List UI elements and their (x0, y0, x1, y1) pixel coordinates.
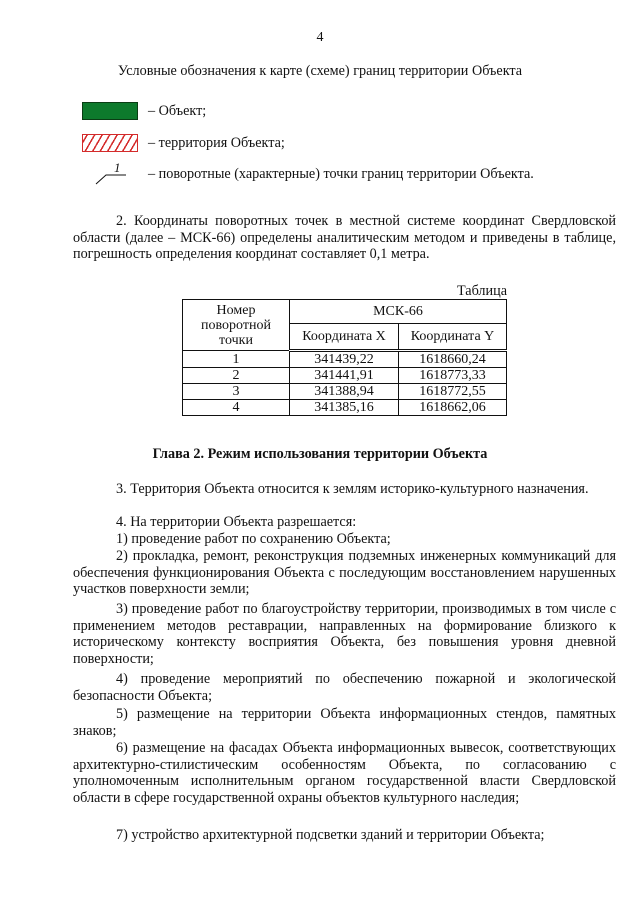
item-number: 4) (116, 671, 128, 687)
item-text: проведение работ по благоустройству территории, производимых в том числе с применением методов реставрации, направленных на формирование близкого к историческому контексту восприятия Объекта, без повышения уровня дневной поверхности; (73, 601, 617, 667)
item-text: устройство архитектурной подсветки зданий и территории Объекта; (131, 827, 545, 843)
item-number: 2) (116, 548, 128, 564)
item-number: 5) (116, 706, 128, 722)
col-x-header: Координата X (290, 324, 399, 351)
col-point-header: Номер поворотной точки (183, 300, 290, 351)
point-label: 1 (114, 160, 121, 175)
paragraph-2 (73, 213, 616, 263)
item-number: 7) (116, 827, 128, 843)
object-swatch (82, 102, 138, 120)
cell-point: 2 (183, 368, 290, 384)
list-item (116, 531, 391, 548)
item-text: проведение работ по сохранению Объекта; (131, 531, 391, 547)
legend-item-object (82, 100, 206, 122)
legend-title: Условные обозначения к карте (схеме) границ территории Объекта (117, 63, 523, 79)
cell-x: 341388,94 (290, 384, 399, 400)
paragraph-text: Территория Объекта относится к землям историко-культурного назначения. (130, 481, 589, 497)
legend-label: – территория Объекта; (148, 134, 285, 151)
paragraph-number: 2. (116, 213, 127, 229)
legend-label: – Объект; (148, 102, 207, 119)
table-row (183, 351, 507, 368)
cell-point: 1 (183, 351, 290, 368)
paragraph-4: 4. На территории Объекта разрешается: (116, 514, 357, 530)
list-item (73, 671, 616, 704)
table-row (183, 384, 507, 400)
legend-label: – поворотные (характерные) точки границ территории Объекта. (148, 165, 534, 182)
col-group-header: МСК-66 (290, 300, 507, 324)
cell-point: 4 (183, 400, 290, 416)
cell-y: 1618662,06 (399, 400, 507, 416)
legend-item-territory (82, 132, 285, 154)
list-item (73, 601, 616, 667)
table-row (183, 400, 507, 416)
cell-y: 1618772,55 (399, 384, 507, 400)
paragraph-number: 3. (116, 481, 127, 497)
paragraph-text: Координаты поворотных точек в местной системе координат Свердловской области (далее – МСК-66) определены аналитическим методом и приведены в таблице, погрешность определения координат составляет 0,1 метра. (73, 213, 617, 262)
item-text: размещение на фасадах Объекта информационных вывесок, соответствующих архитектурно-стилистическим особенностям Объекта, по согласованию с уполномоченным исполнительным органом государственной власти Свердловской области в сфере государственной охраны объектов культурного наследия; (73, 740, 616, 806)
item-text: прокладка, ремонт, реконструкция подземных инженерных коммуникаций для обеспечения функционирования Объекта с последующим восстановлением нарушенных участков поверхности земли; (73, 548, 617, 597)
table-row (183, 368, 507, 384)
legend-item-points (82, 160, 534, 185)
list-item (73, 740, 616, 806)
cell-y: 1618773,33 (399, 368, 507, 384)
chapter-title: Глава 2. Режим использования территории Объекта (152, 446, 488, 462)
cell-point: 3 (183, 384, 290, 400)
item-number: 1) (116, 531, 128, 547)
item-number: 6) (116, 740, 128, 756)
col-y-header: Координата Y (399, 324, 507, 351)
list-item (73, 706, 616, 739)
cell-x: 341441,91 (290, 368, 399, 384)
coordinates-table (182, 299, 507, 416)
item-text: размещение на территории Объекта информационных стендов, памятных знаков; (73, 706, 617, 739)
table-caption: Таблица (456, 283, 507, 299)
cell-y: 1618660,24 (399, 351, 507, 368)
list-item (116, 827, 545, 844)
list-item (73, 548, 616, 598)
paragraph-3 (73, 481, 616, 498)
cell-x: 341439,22 (290, 351, 399, 368)
item-text: проведение мероприятий по обеспечению пожарной и экологической безопасности Объекта; (73, 671, 617, 704)
item-number: 3) (116, 601, 128, 617)
turning-point-icon (82, 160, 138, 185)
page-number: 4 (316, 30, 324, 45)
cell-x: 341385,16 (290, 400, 399, 416)
territory-hatch-swatch (82, 134, 138, 152)
